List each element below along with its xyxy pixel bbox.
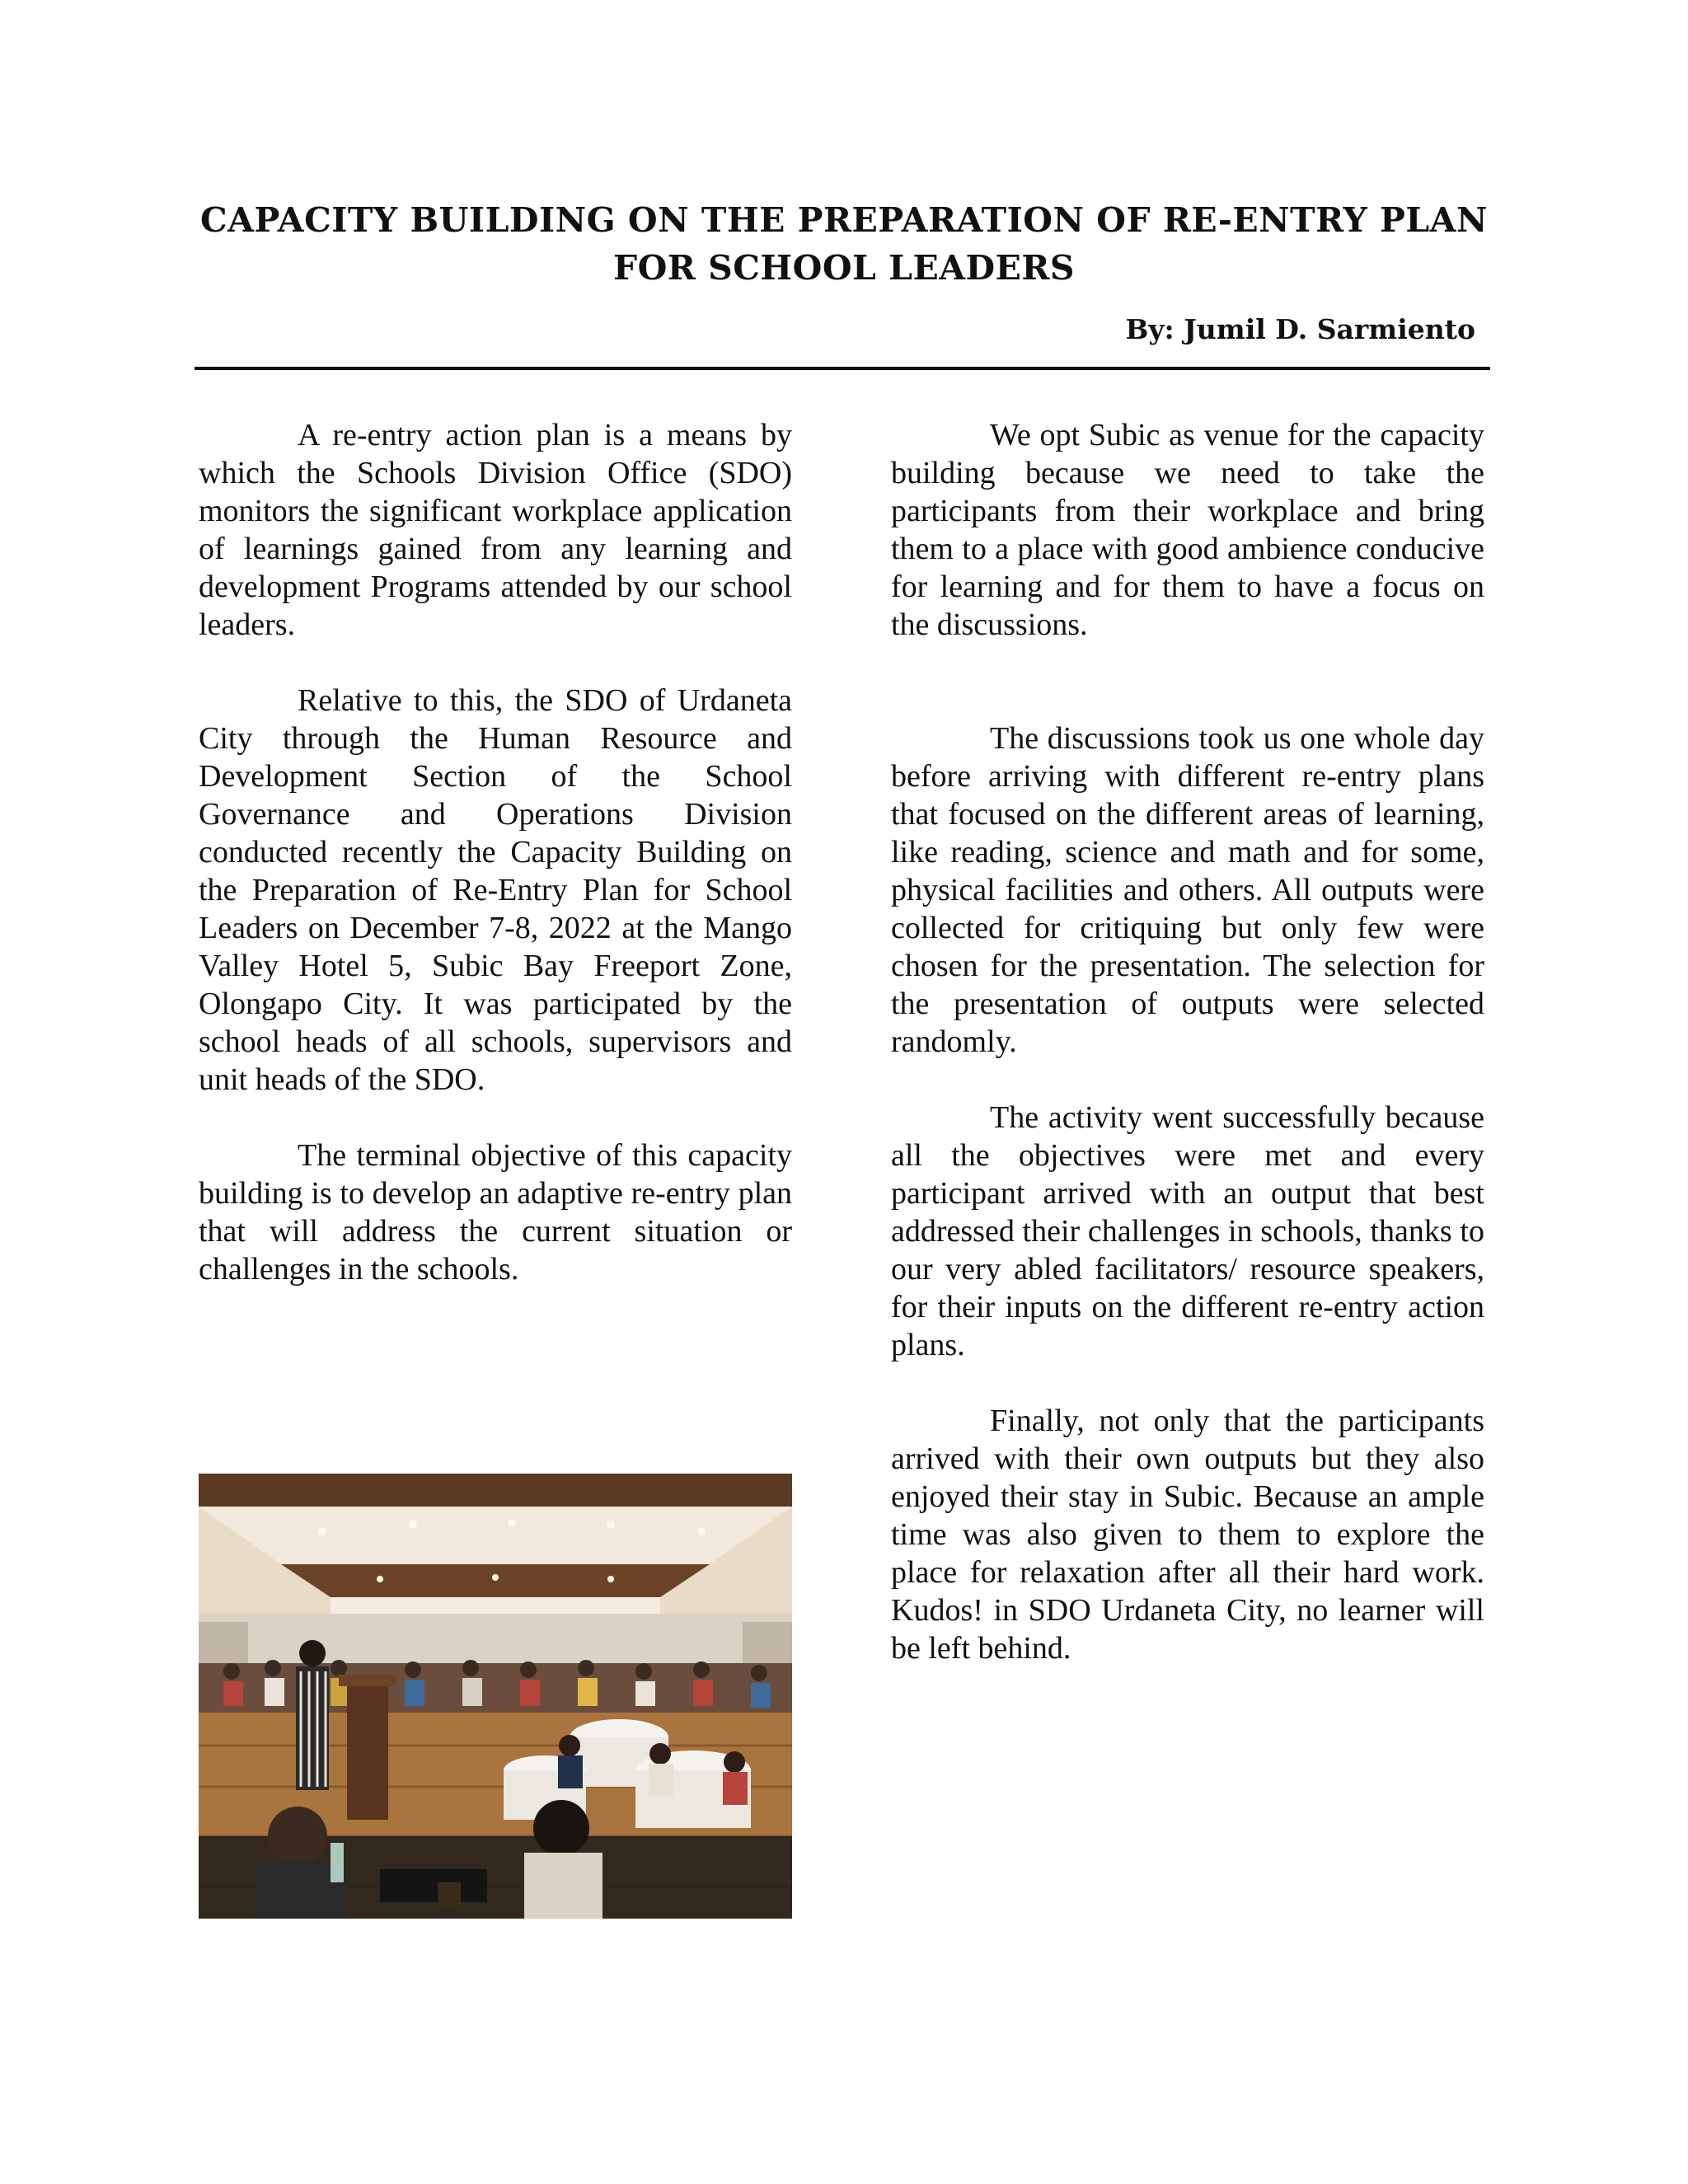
paragraph-conclusion: Finally, not only that the participants arrived with their own outputs but they also enjoyed their stay in Subic. Because an ample time was also given to them to explore the place for relaxation after all their hard work. Kudos! in SDO Urdaneta City, no learner will be left behind. xyxy=(891,1404,1484,1666)
paragraph-objective: The terminal objective of this capacity building is to develop an adaptive re-entry plan that will address the current situation or challenges in the schools. xyxy=(199,1138,792,1286)
conference-hall-photo xyxy=(199,1474,792,1919)
left-column xyxy=(199,416,792,1326)
right-column xyxy=(891,416,1484,1705)
paragraph-event-details: Relative to this, the SDO of Urdaneta City through the Human Resource and Development Section of the School Governance and Operations Division conducted recently the Capacity Building on the Preparation of Re-Entry Plan for School Leaders on December 7-8, 2022 at the Mango Valley Hotel 5, Subic Bay Freeport Zone, Olongapo City. It was participated by the school heads of all schools, supervisors and unit heads of the SDO. xyxy=(199,683,792,1097)
article-title: CAPACITY BUILDING ON THE PREPARATION OF RE-ENTRY PLAN FOR SCHOOL LEADERS xyxy=(200,200,1488,288)
paragraph-discussions: The discussions took us one whole day before arriving with different re-entry plans that focused on the different areas of learning, like reading, science and math and for some, physical facilities and others. All outputs were collected for critiquing but only few were chosen for the presentation. The selection for the presentation of outputs were selected randomly. xyxy=(891,721,1484,1059)
paragraph-activity-success: The activity went successfully because all the objectives were met and every participant arrived with an output that best addressed their challenges in schools, thanks to our very abled facilitators/ resource speakers, for their inputs on the different re-entry action plans. xyxy=(891,1100,1484,1362)
article-byline: By: Jumil D. Sarmiento xyxy=(1125,313,1475,345)
event-photo xyxy=(199,1474,792,1919)
paragraph-venue: We opt Subic as venue for the capacity building because we need to take the participants from their workplace and bring them to a place with good ambience conducive for learning and for them to have a focus on the discussions. xyxy=(891,418,1484,642)
paragraph-intro: A re-entry action plan is a means by which the Schools Division Office (SDO) monitors the significant workplace application of learnings gained from any learning and development Programs attended by our school leaders. xyxy=(199,418,792,642)
title-divider xyxy=(195,367,1490,370)
